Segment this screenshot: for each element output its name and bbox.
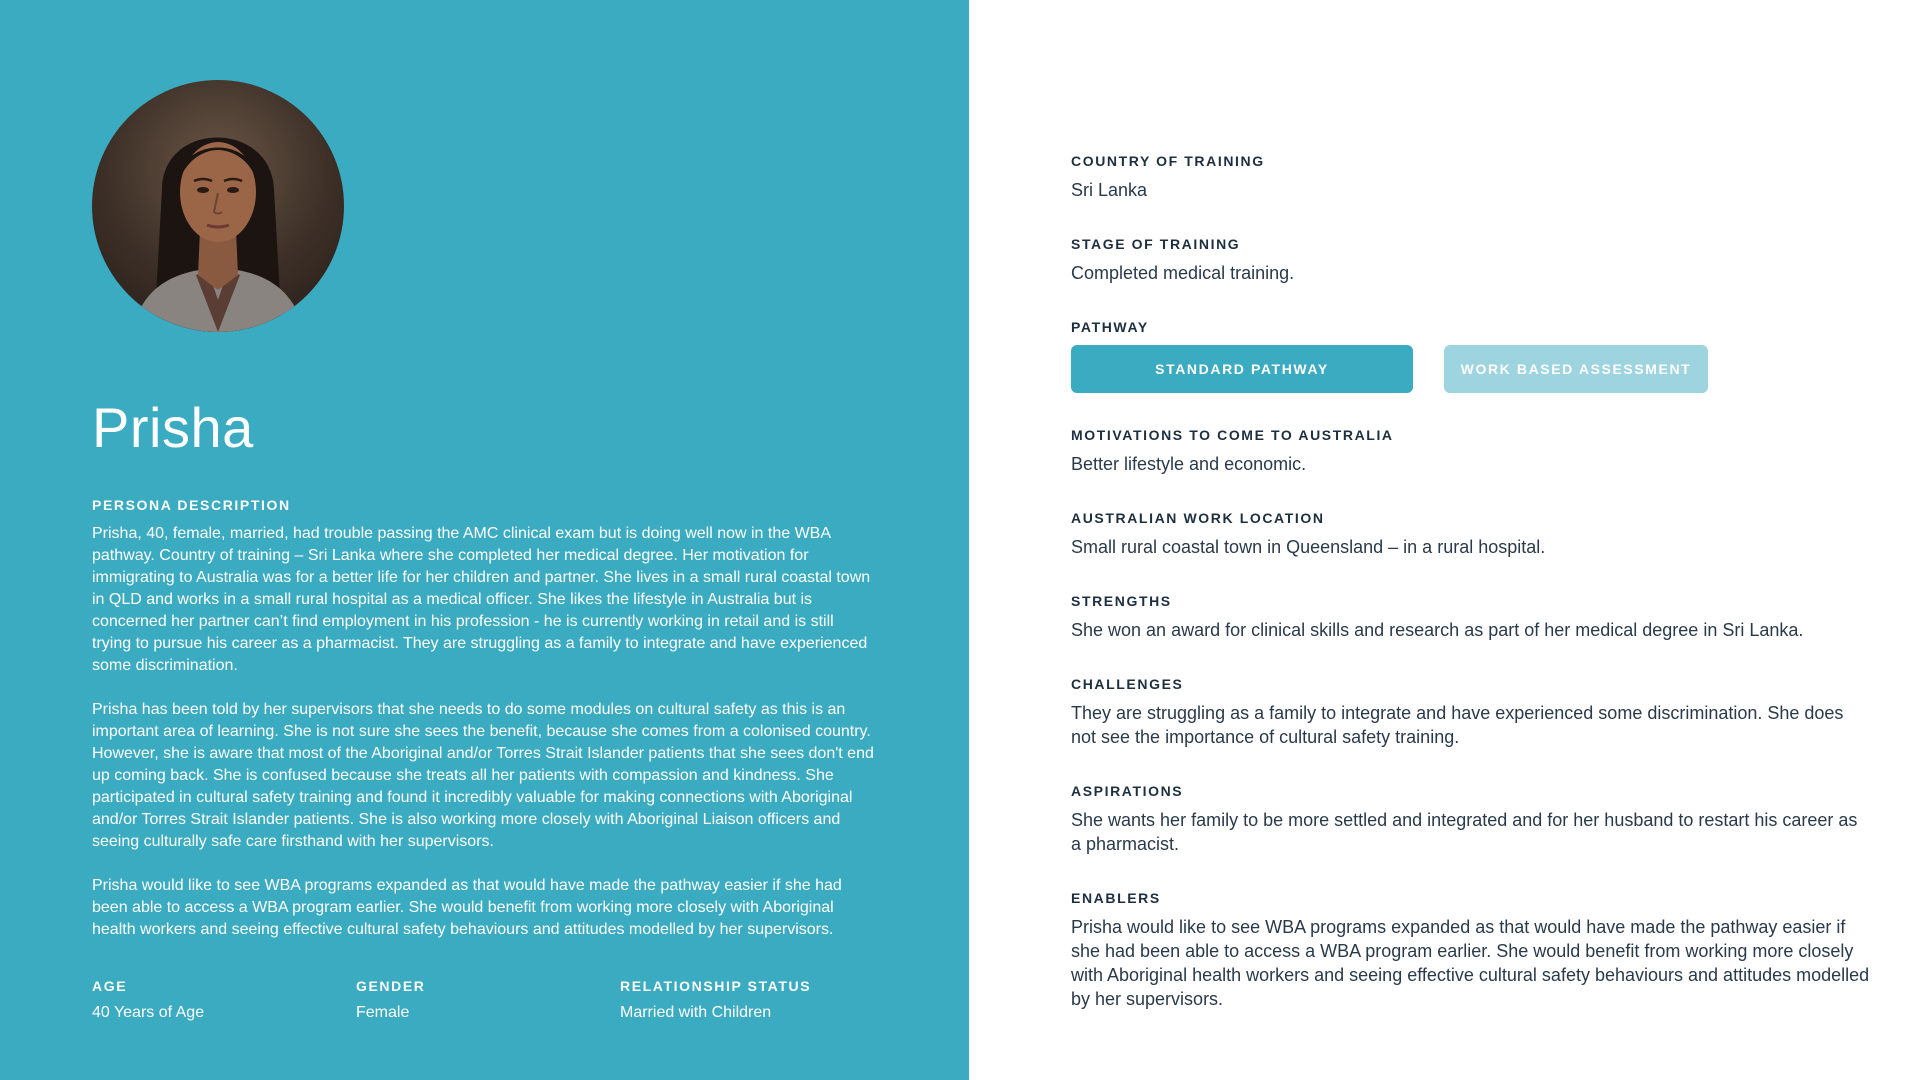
field-challenges-label: CHALLENGES — [1071, 676, 1184, 692]
fact-relationship-label: RELATIONSHIP STATUS — [620, 978, 812, 994]
field-stage-label: STAGE OF TRAINING — [1071, 236, 1241, 252]
field-location — [1071, 510, 1871, 559]
field-stage-value: Completed medical training. — [1071, 263, 1295, 283]
field-country-label: COUNTRY OF TRAINING — [1071, 153, 1265, 169]
field-location-label: AUSTRALIAN WORK LOCATION — [1071, 510, 1325, 526]
details-list — [1071, 153, 1871, 1045]
pathway-options — [1071, 345, 1871, 393]
standard-pathway-button[interactable]: STANDARD PATHWAY — [1071, 345, 1413, 393]
field-enablers — [1071, 890, 1871, 1011]
fact-age-label: AGE — [92, 978, 128, 994]
field-aspirations-label: ASPIRATIONS — [1071, 783, 1184, 799]
avatar — [92, 80, 344, 332]
field-challenges — [1071, 676, 1871, 749]
fact-relationship-value: Married with Children — [620, 1004, 772, 1021]
field-country-value: Sri Lanka — [1071, 180, 1148, 200]
fact-age — [92, 978, 356, 1022]
field-strengths — [1071, 593, 1871, 642]
field-aspirations-value: She wants her family to be more settled and integrated and for her husband to restart his career as a pharmacist. — [1071, 810, 1858, 854]
fact-gender-label: GENDER — [356, 978, 426, 994]
persona-facts — [92, 978, 884, 1022]
field-motivations-label: MOTIVATIONS TO COME TO AUSTRALIA — [1071, 427, 1394, 443]
field-pathway-label: PATHWAY — [1071, 319, 1149, 335]
persona-description-paragraph: Prisha has been told by her supervisors that she needs to do some modules on cultural safety as this is an important area of learning. She is not sure she sees the benefit, because she comes from a colonised country. However, she is aware that most of the Aboriginal and/or Torres Strait Islander patients that she sees don't end up coming back. She is confused because she treats all her patients with compassion and kindness. She participated in cultural safety training and found it incredibly valuable for making connections with Aboriginal and/or Torres Strait Islander patients. She is also working more closely with Aboriginal Liaison officers and seeing culturally safe care firsthand with her supervisors. — [92, 701, 874, 850]
persona-description — [92, 497, 877, 963]
field-aspirations — [1071, 783, 1871, 856]
persona-description-paragraph: Prisha would like to see WBA programs expanded as that would have made the pathway easier if she had been able to access a WBA program earlier. She would benefit from working more closely with Aboriginal health workers and seeing effective cultural safety behaviours and attitudes modelled by her supervisors. — [92, 877, 842, 938]
field-location-value: Small rural coastal town in Queensland – in a rural hospital. — [1071, 537, 1546, 557]
field-strengths-value: She won an award for clinical skills and research as part of her medical degree in Sri Lanka. — [1071, 620, 1804, 640]
portrait-illustration — [92, 80, 344, 332]
persona-description-paragraph: Prisha, 40, female, married, had trouble passing the AMC clinical exam but is doing well now in the WBA pathway. Country of training – Sri Lanka where she completed her medical degree. Her motivation for immigrating to Australia was for a better life for her children and partner. She lives in a small rural coastal town in QLD and works in a small rural hospital as a medical officer. She likes the lifestyle in Australia but is concerned her partner can’t find employment in his profession - he is currently working in retail and is still trying to pursue his career as a pharmacist. They are struggling as a family to integrate and have experienced some discrimination. — [92, 525, 871, 674]
field-enablers-label: ENABLERS — [1071, 890, 1161, 906]
field-challenges-value: They are struggling as a family to integrate and have experienced some discrimination. She does not see the importance of cultural safety training. — [1071, 703, 1844, 747]
field-motivations-value: Better lifestyle and economic. — [1071, 454, 1307, 474]
details-panel — [969, 0, 1920, 1080]
field-stage — [1071, 236, 1871, 285]
field-strengths-label: STRENGTHS — [1071, 593, 1172, 609]
fact-relationship — [620, 978, 884, 1022]
field-pathway — [1071, 319, 1871, 393]
fact-age-value: 40 Years of Age — [92, 1004, 205, 1021]
persona-description-label: PERSONA DESCRIPTION — [92, 497, 291, 513]
work-based-assessment-button[interactable]: WORK BASED ASSESSMENT — [1444, 345, 1708, 393]
field-enablers-value: Prisha would like to see WBA programs expanded as that would have made the pathway easier if she had been able to access a WBA program earlier. She would benefit from working more closely with Aboriginal health workers and seeing effective cultural safety behaviours and attitudes modelled by her supervisors. — [1071, 917, 1870, 1009]
fact-gender — [356, 978, 620, 1022]
fact-gender-value: Female — [356, 1004, 410, 1021]
persona-name: Prisha — [92, 396, 254, 459]
field-country — [1071, 153, 1871, 202]
field-motivations — [1071, 427, 1871, 476]
